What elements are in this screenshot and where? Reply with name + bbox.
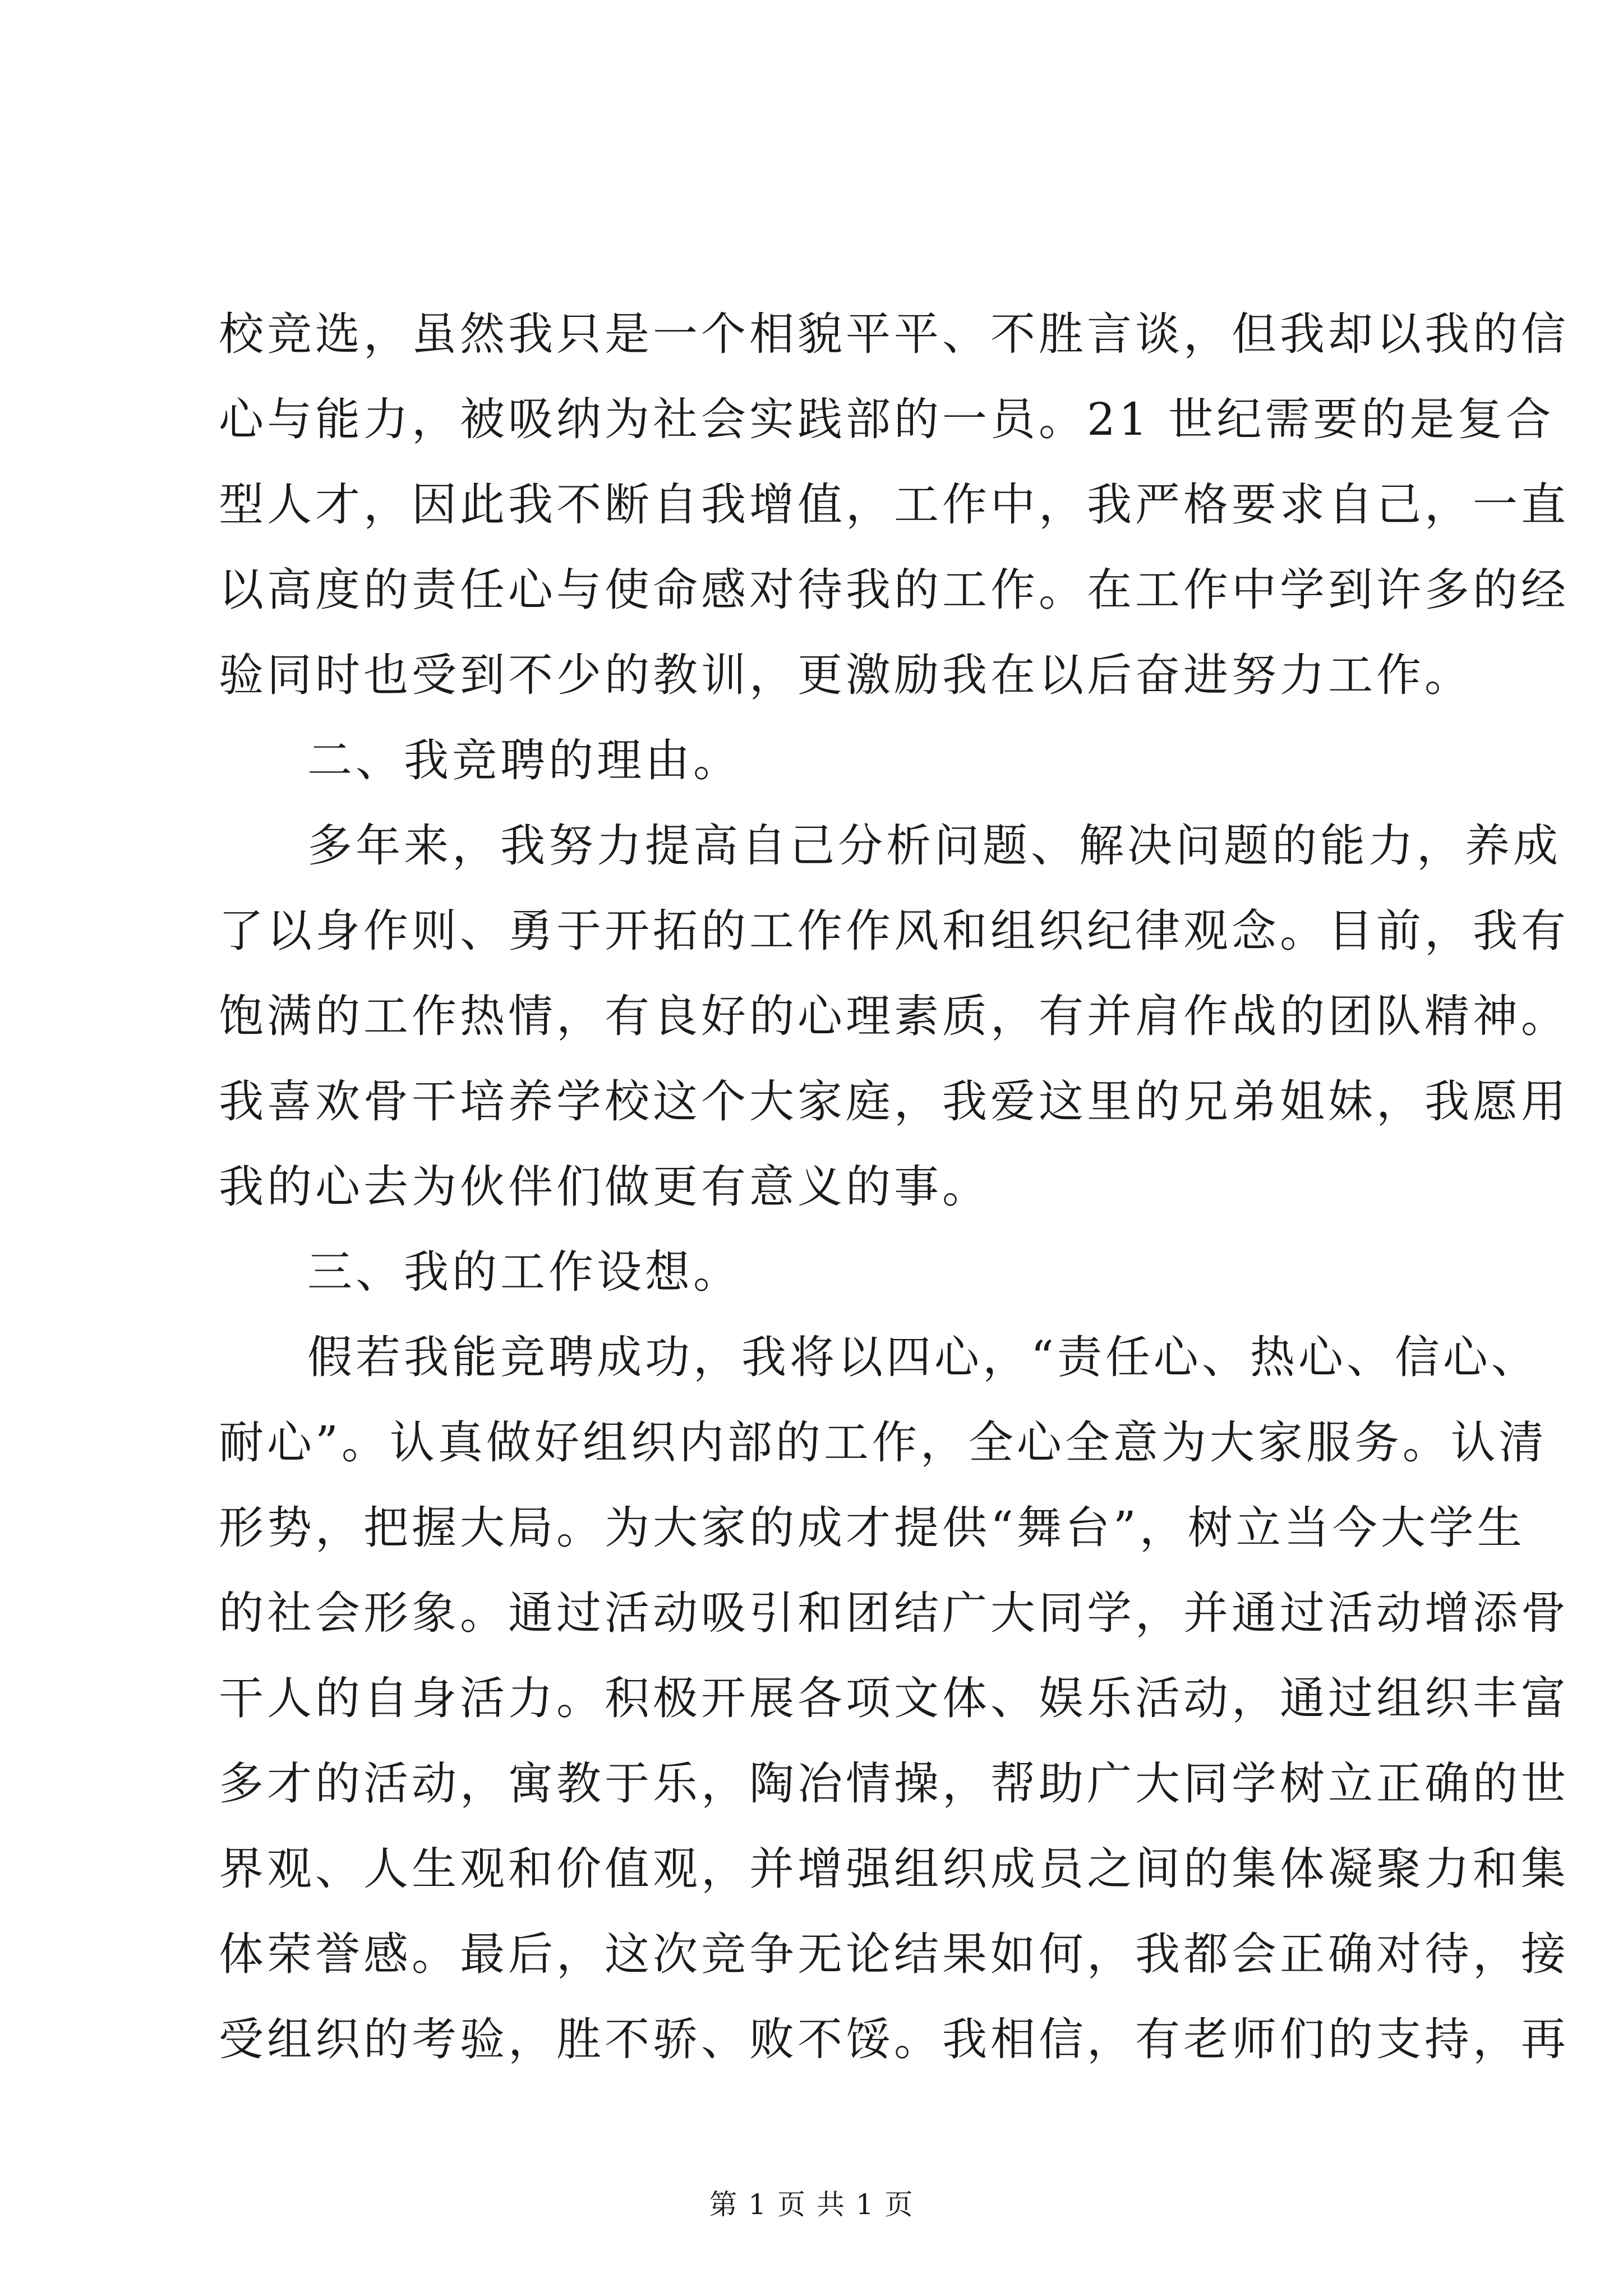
text-line: 的社会形象。通过活动吸引和团结广大同学，并通过活动增添骨 [219,1587,1569,1639]
text-line: 多才的活动，寓教于乐，陶冶情操，帮助广大同学树立正确的世 [219,1757,1569,1810]
text-line: 三、我的工作设想。 [307,1246,741,1298]
text-line: 我的心去为伙伴们做更有意义的事。 [219,1161,990,1213]
text-line: 二、我竞聘的理由。 [307,734,741,786]
text-line: 型人才，因此我不断自我增值，工作中，我严格要求自己，一直 [219,478,1569,531]
page-footer: 第 1 页 共 1 页 [709,2188,914,2221]
text-line: 假若我能竞聘成功，我将以四心，“责任心、热心、信心、 [307,1331,1539,1383]
text-line: 了以身作则、勇于开拓的工作作风和组织纪律观念。目前，我有 [219,905,1569,957]
text-line: 耐心”。认真做好组织内部的工作，全心全意为大家服务。认清 [219,1416,1547,1469]
text-line: 界观、人生观和价值观，并增强组织成员之间的集体凝聚力和集 [219,1843,1569,1895]
text-line: 我喜欢骨干培养学校这个大家庭，我爱这里的兄弟姐妹，我愿用 [219,1075,1569,1128]
text-line: 多年来，我努力提高自己分析问题、解决问题的能力，养成 [307,820,1561,872]
text-line: 以高度的责任心与使命感对待我的工作。在工作中学到许多的经 [219,564,1569,616]
text-line: 饱满的工作热情，有良好的心理素质，有并肩作战的团队精神。 [219,990,1569,1042]
document-body [219,292,1569,2082]
text-line: 体荣誉感。最后，这次竞争无论结果如何，我都会正确对待，接 [219,1928,1569,1980]
text-line: 受组织的考验，胜不骄、败不馁。我相信，有老师们的支持，再 [219,2013,1569,2065]
text-line: 验同时也受到不少的教训，更激励我在以后奋进努力工作。 [219,649,1473,701]
text-line: 形势，把握大局。为大家的成才提供“舞台”，树立当今大学生 [219,1502,1525,1554]
text-line: 校竞选，虽然我只是一个相貌平平、不胜言谈，但我却以我的信 [219,308,1569,360]
text-line: 心与能力，被吸纳为社会实践部的一员。21 世纪需要的是复合 [219,393,1555,445]
text-line: 干人的自身活力。积极开展各项文体、娱乐活动，通过组织丰富 [219,1672,1569,1724]
